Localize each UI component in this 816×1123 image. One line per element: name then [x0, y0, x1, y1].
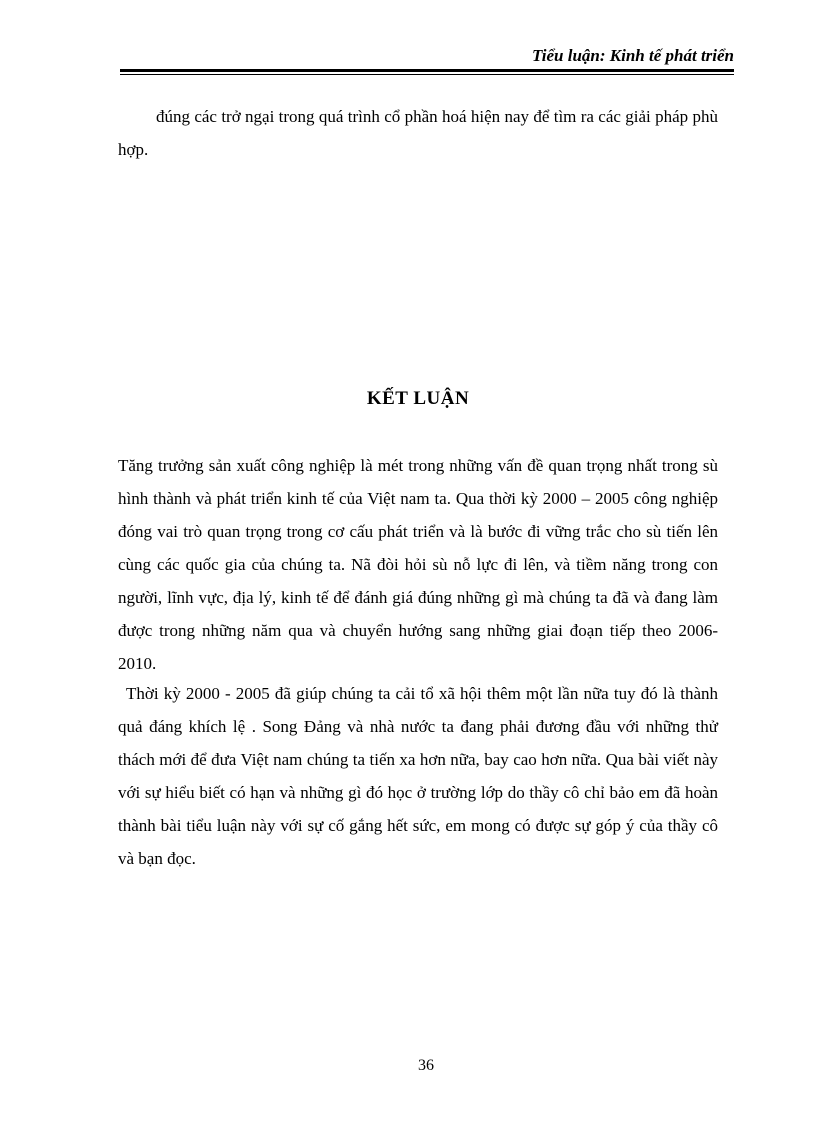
intro-paragraph: đúng các trở ngại trong quá trình cổ phần hoá hiện nay để tìm ra các giải pháp phù hợp.	[118, 107, 718, 159]
section-heading: KẾT LUẬN	[366, 388, 470, 409]
conclusion-paragraph-2: Thời kỳ 2000 - 2005 đã giúp chúng ta cải tổ xã hội thêm một lần nữa tuy đó là thành quả đáng khích lệ . Song Đảng và nhà nước ta đang phải đương đầu với những thử thách mới để đưa Việt nam chúng ta tiến xa hơn nữa, bay cao hơn nữa. Qua bài viết này với sự hiểu biết có hạn và những gì đó học ở trường lớp do thầy cô chỉ bảo em đã hoàn thành bài tiểu luận này với sự cố gắng hết sức, em mong có được sự góp ý của thầy cô và bạn đọc.	[118, 684, 718, 868]
running-header: Tiểu luận: Kinh tế phát triển	[532, 46, 734, 65]
conclusion-paragraph-1: Tăng trưởng sản xuất công nghiệp là mét trong những vấn đề quan trọng nhất trong sù hình thành và phát triển kinh tế của Việt nam ta. Qua thời kỳ 2000 – 2005 công nghiệp đóng vai trò quan trọng trong cơ cấu phát triển và là bước đi vững trắc cho sù tiến lên cùng các quốc gia của chúng ta. Nã đòi hỏi sù nỗ lực đi lên, và tiềm năng trong con người, lĩnh vực, địa lý, kinh tế để đánh giá đúng những gì mà chúng ta đã và đang làm được trong những năm qua và chuyển hướng sang những giai đoạn tiếp theo 2006-2010.	[118, 456, 718, 673]
page-number: 36	[418, 1057, 434, 1074]
header-rule-thin	[120, 74, 734, 75]
header-rule-thick	[120, 69, 734, 72]
